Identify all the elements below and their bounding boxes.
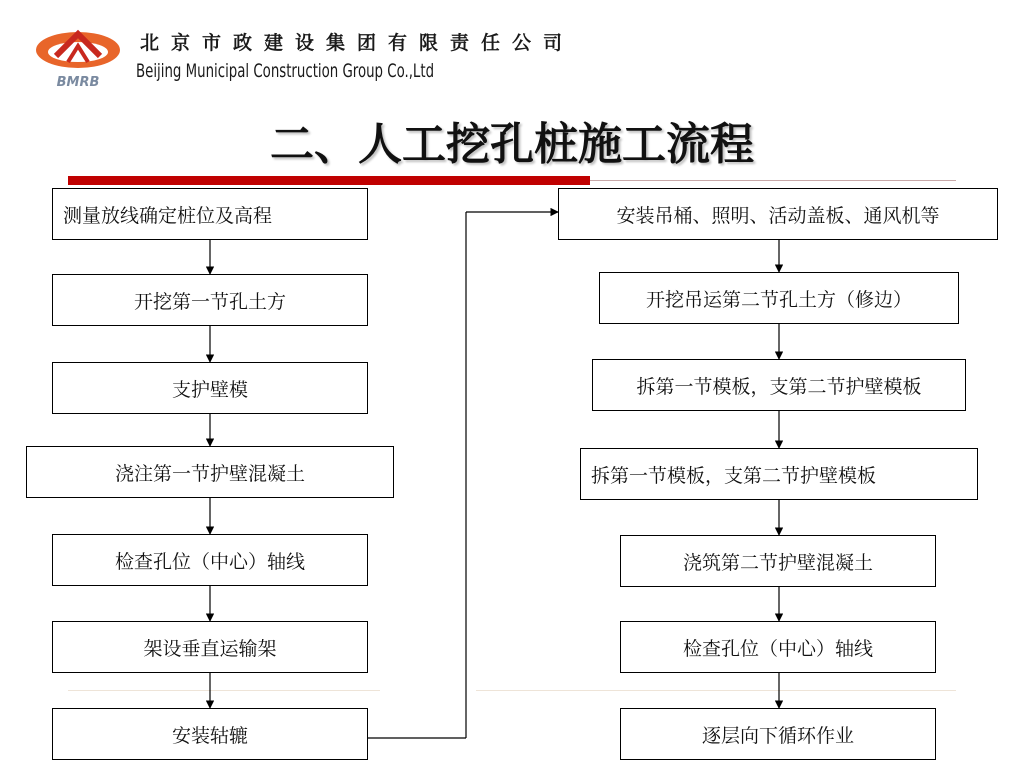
slide-title: 二、人工挖孔桩施工流程	[270, 119, 754, 170]
right-step-2: 开挖吊运第二节孔土方（修边）	[599, 272, 959, 324]
left-step-7: 安装轱辘	[52, 708, 368, 760]
left-step-2: 开挖第一节孔土方	[52, 274, 368, 326]
company-name-cn: 北京市政建设集团有限责任公司	[140, 32, 575, 54]
left-step-6: 架设垂直运输架	[52, 621, 368, 673]
company-name-en: Beijing Municipal Construction Group Co.,Ltd	[136, 60, 435, 82]
right-step-4: 拆第一节模板，支第二节护壁模板	[580, 448, 978, 500]
right-step-7: 逐层向下循环作业	[620, 708, 936, 760]
left-step-3: 支护壁模	[52, 362, 368, 414]
left-step-4: 浇注第一节护壁混凝土	[26, 446, 394, 498]
right-step-1: 安装吊桶、照明、活动盖板、通风机等	[558, 188, 998, 240]
left-step-1: 测量放线确定桩位及高程	[52, 188, 368, 240]
right-step-5: 浇筑第二节护壁混凝土	[620, 535, 936, 587]
right-step-3: 拆第一节模板，支第二节护壁模板	[592, 359, 966, 411]
right-step-6: 检查孔位（中心）轴线	[620, 621, 936, 673]
logo-text: BMRB	[56, 75, 100, 90]
left-step-5: 检查孔位（中心）轴线	[52, 534, 368, 586]
